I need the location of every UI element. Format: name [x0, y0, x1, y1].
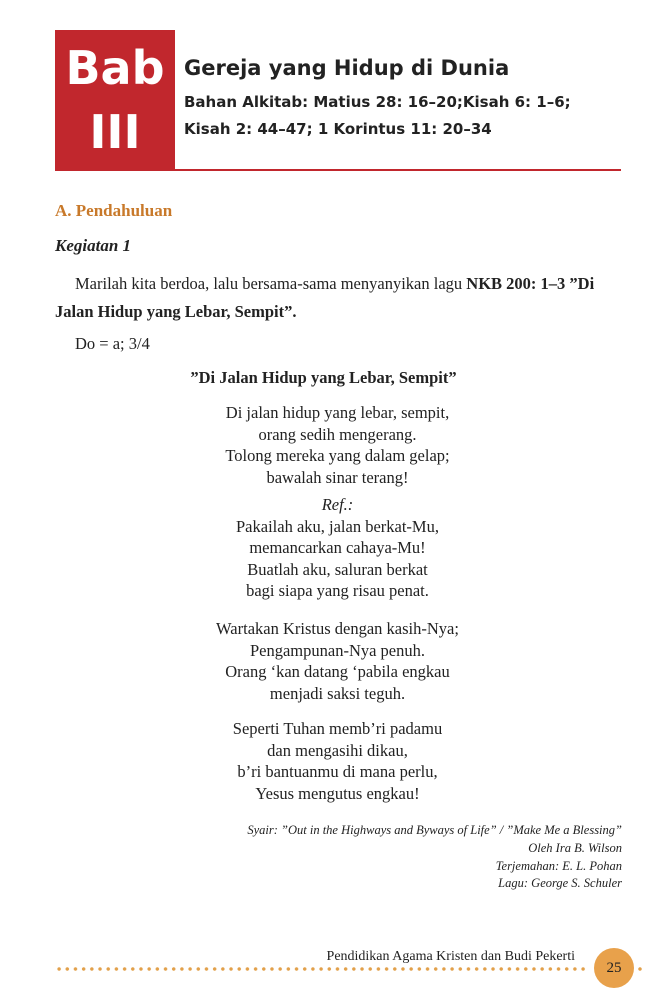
- page-number-badge: 25: [594, 948, 634, 988]
- intro-paragraph: [55, 270, 623, 326]
- stanza-2: [0, 618, 647, 704]
- refrain-label: Ref.:: [321, 495, 354, 514]
- credit-lyrics: Syair: ”Out in the Highways and Byways of Life” / ”Make Me a Blessing”: [247, 823, 622, 837]
- scripture-line-1: Bahan Alkitab: Matius 28: 16–20;Kisah 6: 1–6;: [184, 93, 571, 111]
- lyric-line: b’ri bantuanmu di mana perlu,: [237, 762, 438, 781]
- chapter-number: III: [89, 105, 141, 159]
- lyric-line: dan mengasihi dikau,: [267, 740, 408, 760]
- lyric-line: Seperti Tuhan memb’ri padamu: [232, 719, 443, 738]
- lyric-line: Wartakan Kristus dengan kasih-Nya;: [216, 619, 459, 638]
- lyric-line: memancarkan cahaya-Mu!: [249, 538, 426, 557]
- chapter-divider: [55, 169, 621, 171]
- lyric-line: bagi siapa yang risau penat.: [246, 581, 429, 600]
- lyric-line: orang sedih mengerang.: [258, 424, 417, 444]
- stanza-1: [0, 402, 647, 488]
- credit-translation: Terjemahan: E. L. Pohan: [495, 858, 622, 873]
- scripture-references: [184, 89, 571, 143]
- lyric-line: Di jalan hidup yang lebar, sempit,: [225, 403, 450, 422]
- chapter-badge: [55, 30, 175, 171]
- lyric-line: Yesus mengutus engkau!: [255, 783, 420, 803]
- song-key: Do = a; 3/4: [75, 334, 150, 353]
- lyric-line: Orang ‘kan datang ‘pabila engkau: [225, 662, 450, 681]
- footer-book-title: Pendidikan Agama Kristen dan Budi Pekerti: [326, 949, 575, 964]
- lyric-line: Pengampunan-Nya penuh.: [249, 640, 426, 660]
- song-credits: [247, 822, 622, 893]
- lyric-line: Pakailah aku, jalan berkat-Mu,: [236, 516, 439, 536]
- lyric-line: menjadi saksi teguh.: [269, 683, 406, 703]
- footer-dot-end: [636, 966, 644, 972]
- song-title: ”Di Jalan Hidup yang Lebar, Sempit”: [190, 368, 457, 387]
- credit-tune: Lagu: George S. Schuler: [498, 876, 622, 891]
- activity-heading: Kegiatan 1: [55, 236, 132, 255]
- chapter-title: Gereja yang Hidup di Dunia: [184, 56, 510, 80]
- chapter-word: Bab: [65, 41, 165, 95]
- credit-author: Oleh Ira B. Wilson: [528, 840, 622, 855]
- intro-song-reference: NKB 200: 1–3 ”Di Jalan Hidup yang Lebar, Sempit”.: [55, 274, 595, 321]
- lyric-line: Tolong mereka yang dalam gelap;: [225, 446, 450, 465]
- lyric-line: bawalah sinar terang!: [266, 467, 409, 487]
- lyric-line: Buatlah aku, saluran berkat: [247, 559, 428, 579]
- footer-dotted-rule: [55, 966, 587, 972]
- section-heading: A. Pendahuluan: [55, 201, 173, 220]
- intro-text: Marilah kita berdoa, lalu bersama-sama menyanyikan lagu: [75, 274, 467, 293]
- stanza-3: [0, 718, 647, 804]
- refrain: [0, 494, 647, 602]
- scripture-line-2: Kisah 2: 44–47; 1 Korintus 11: 20–34: [184, 120, 492, 138]
